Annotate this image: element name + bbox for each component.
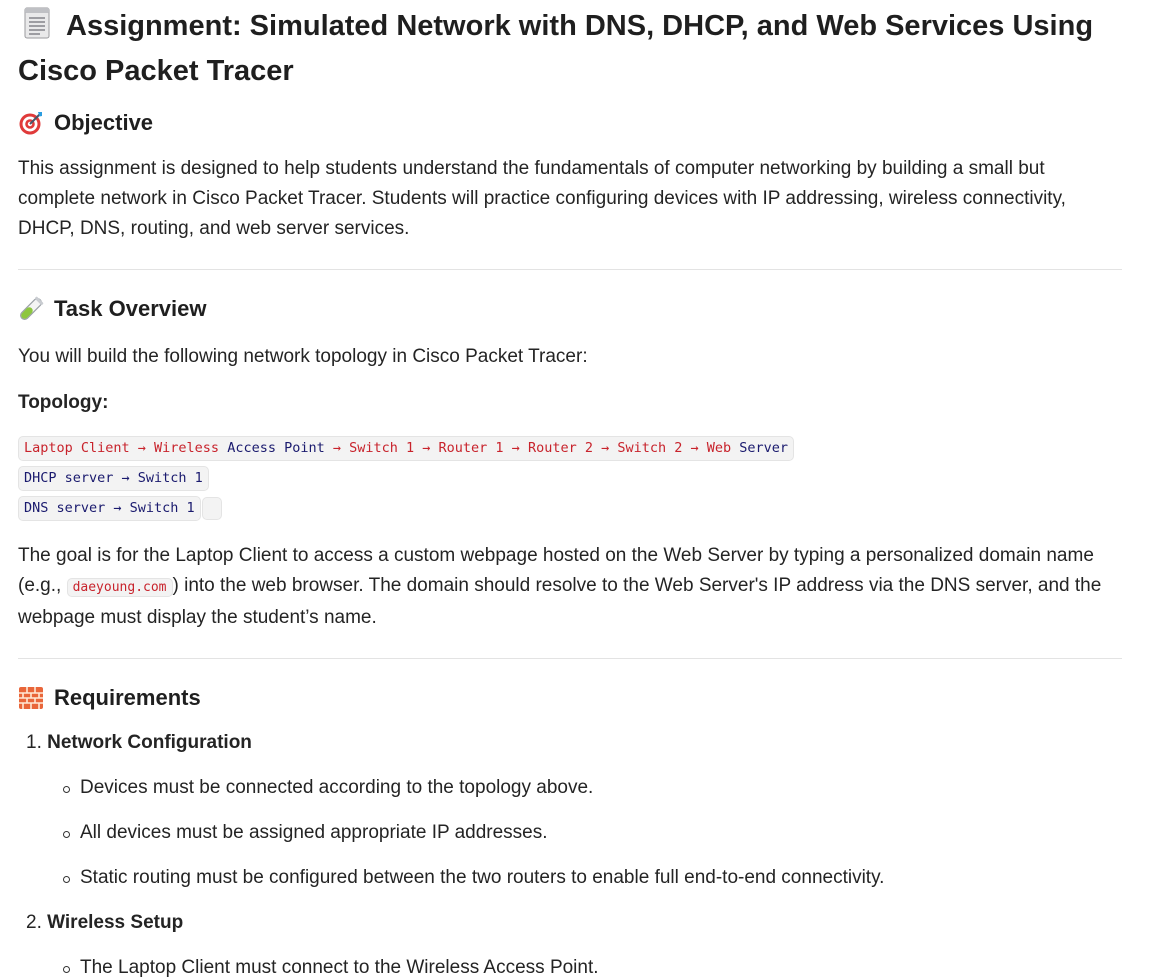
section-divider: [18, 658, 1122, 659]
page-title: [18, 0, 1122, 94]
requirement-title-text: Network Configuration: [47, 732, 252, 753]
objective-paragraph: This assignment is designed to help students understand the fundamentals of computer networking by building a small but complete network in Cisco Packet Tracer. Students will practice configuring devices with IP addressing, wireless connectivity, DHCP, DNS, routing, and web server services.: [18, 158, 1066, 239]
list-item: The Laptop Client must connect to the Wireless Access Point.: [18, 953, 1122, 980]
requirement-number: 2.: [26, 912, 42, 933]
goal-paragraph: [18, 541, 1122, 633]
requirement-bullets: [18, 773, 1122, 893]
requirements-heading-text: Requirements: [54, 685, 201, 710]
target-icon: [18, 110, 44, 136]
requirements-heading: [18, 683, 1122, 713]
code-chip: [18, 436, 794, 461]
code-segment: → Switch 1 → Router 1 → Router 2 → Switch 2 → Web: [324, 439, 740, 456]
document-icon: [22, 7, 52, 39]
objective-heading: [18, 108, 1122, 138]
objective-heading-text: Objective: [54, 110, 154, 135]
domain-inline-code: daeyoung.com: [67, 578, 173, 597]
code-segment: Access Point: [227, 439, 325, 456]
requirements-list: [18, 728, 1122, 980]
requirement-bullets: [18, 953, 1122, 980]
topology-code-line: [18, 493, 1122, 523]
goal-text-end: ) into the web browser. The domain should resolve to the Web Server's IP address via the DNS server, and the webpage must display the student’s name.: [18, 575, 1102, 628]
section-divider: [18, 269, 1122, 270]
code-chip: DHCP server → Switch 1: [18, 466, 209, 491]
topology-code-line: [18, 433, 1122, 463]
requirement-title: [18, 728, 1122, 758]
requirement-title: [18, 908, 1122, 938]
list-item: Static routing must be configured between the two routers to enable full end-to-end connectivity.: [18, 863, 1122, 893]
requirement-item: [18, 908, 1122, 980]
topology-label: Topology:: [18, 392, 109, 413]
test-tube-icon: [18, 296, 44, 322]
goal-text-start: The goal is for the Laptop Client to access a custom webpage hosted on the Web Server by typing a personalized domain name (e.g.,: [18, 545, 1094, 596]
code-segment: Laptop Client → Wireless: [24, 439, 228, 456]
task-overview-heading-text: Task Overview: [54, 296, 207, 321]
empty-code-chip: [202, 497, 222, 520]
requirement-number: 1.: [26, 732, 42, 753]
code-chip: DNS server → Switch 1: [18, 496, 201, 521]
page-title-text: Assignment: Simulated Network with DNS, DHCP, and Web Services Using Cisco Packet Tracer: [18, 10, 1094, 87]
task-overview-heading: [18, 294, 1122, 324]
task-intro-paragraph: You will build the following network topology in Cisco Packet Tracer:: [18, 346, 588, 367]
list-item: All devices must be assigned appropriate IP addresses.: [18, 818, 1122, 848]
brick-icon: [18, 685, 44, 711]
topology-code-block: [18, 433, 1122, 523]
list-item: Devices must be connected according to the topology above.: [18, 773, 1122, 803]
requirement-title-text: Wireless Setup: [47, 912, 184, 933]
code-segment: Server: [739, 439, 789, 456]
requirement-item: [18, 728, 1122, 893]
topology-code-line: [18, 463, 1122, 493]
